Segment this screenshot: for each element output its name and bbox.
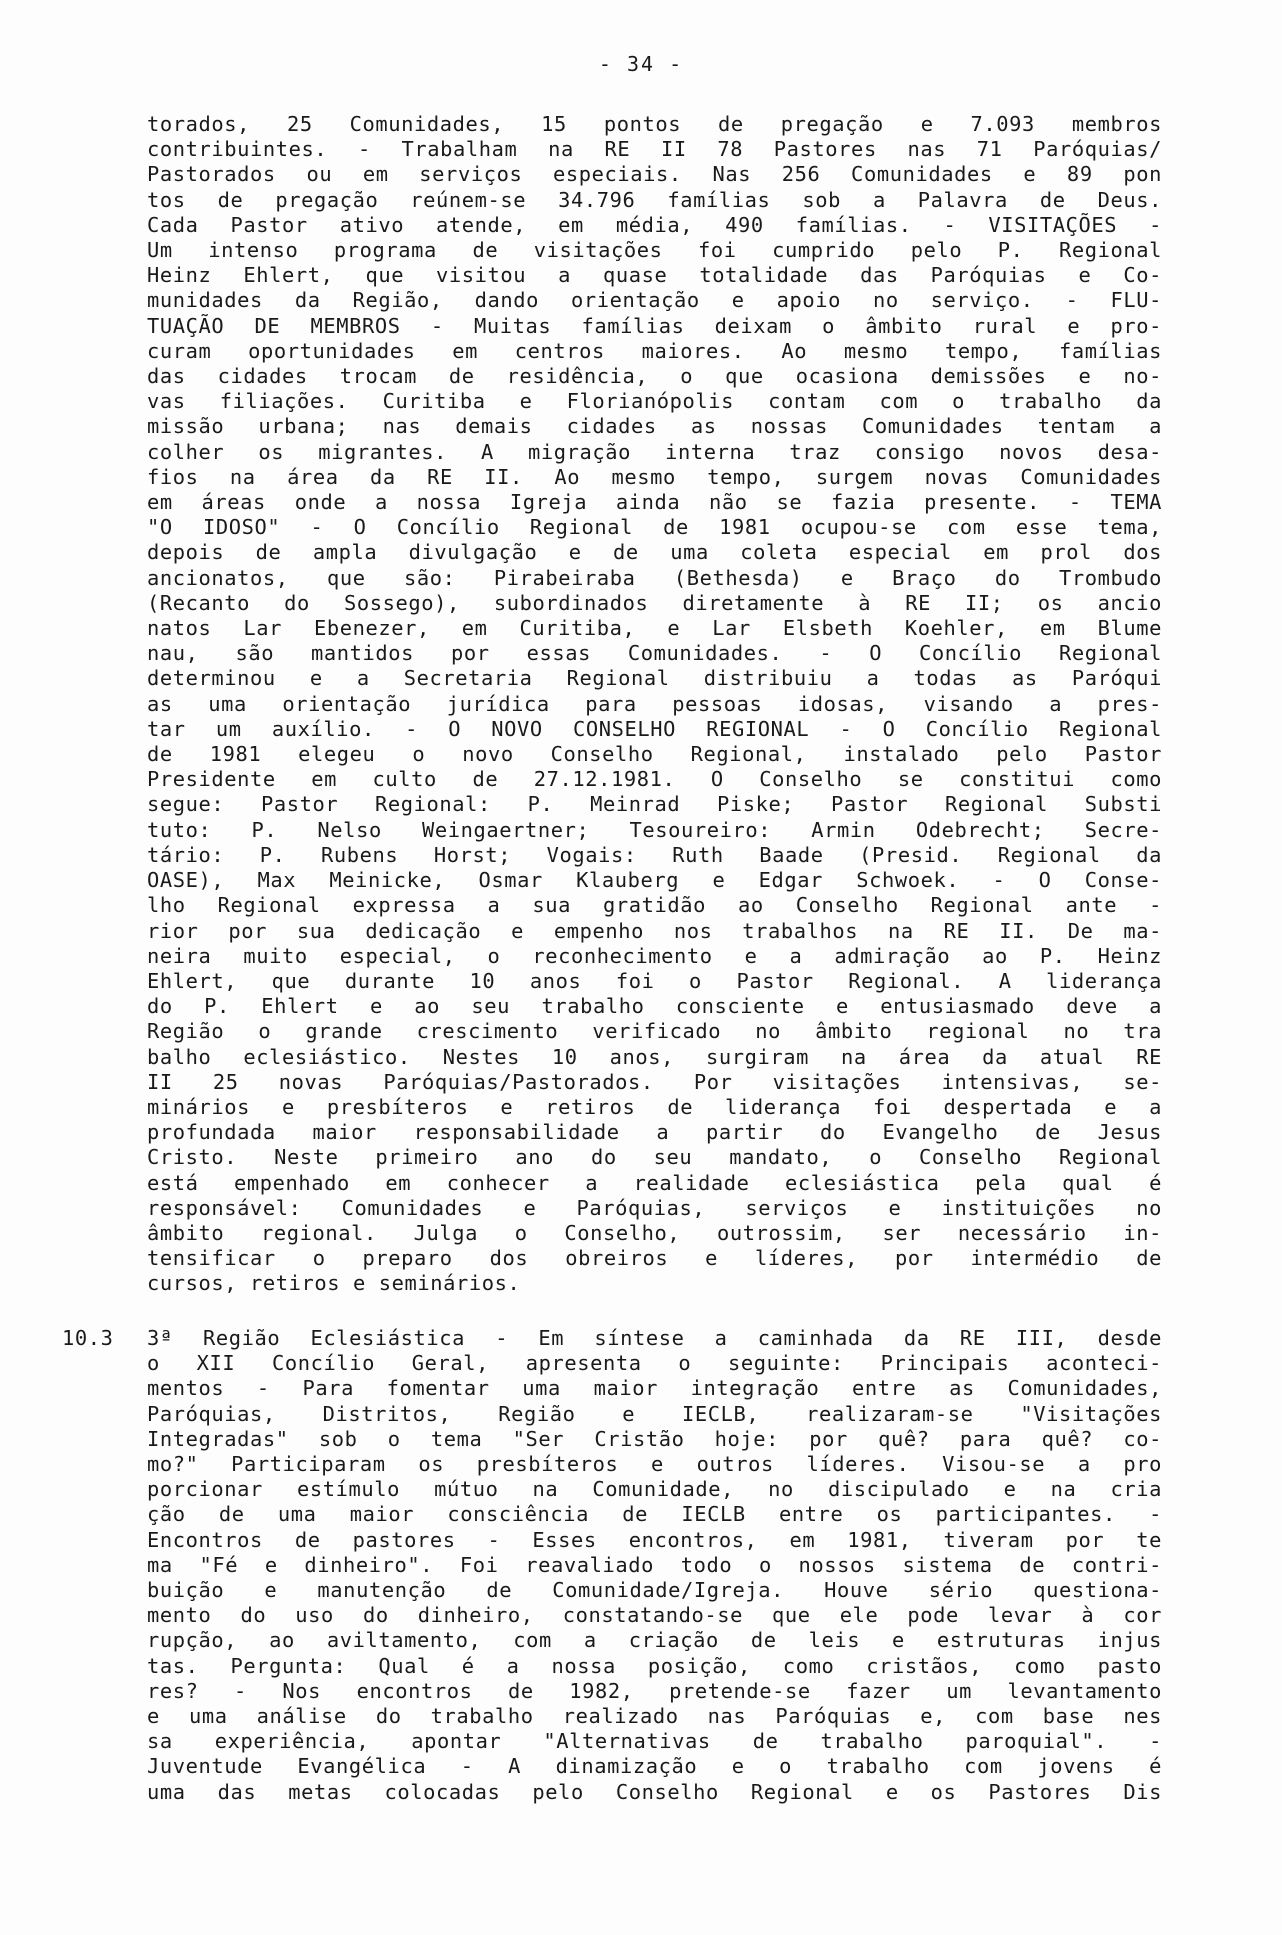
text-line: OASE), Max Meinicke, Osmar Klauberg e Edgar Schwoek. - O Conse- bbox=[147, 868, 1162, 893]
text-line: Ehlert, que durante 10 anos foi o Pastor Regional. A liderança bbox=[147, 968, 1162, 993]
text-line: II 25 novas Paróquias/Pastorados. Por visitações intensivas, se- bbox=[147, 1069, 1162, 1094]
text-line: Paróquias, Distritos, Região e IECLB, realizaram-se "Visitações bbox=[147, 1401, 1162, 1426]
text-line: determinou e a Secretaria Regional distribuiu a todas as Paróqui bbox=[147, 666, 1162, 691]
text-line: TUAÇÃO DE MEMBROS - Muitas famílias deixam o âmbito rural e pro- bbox=[147, 313, 1162, 338]
text-line: de 1981 elegeu o novo Conselho Regional, instalado pelo Pastor bbox=[147, 742, 1162, 767]
text-line: Cristo. Neste primeiro ano do seu mandato, o Conselho Regional bbox=[147, 1145, 1162, 1170]
text-line: segue: Pastor Regional: P. Meinrad Piske; Pastor Regional Substi bbox=[147, 792, 1162, 817]
text-line: tensificar o preparo dos obreiros e líderes, por intermédio de bbox=[147, 1246, 1162, 1271]
section-number: 10.3 bbox=[62, 1326, 114, 1350]
text-line: tar um auxílio. - O NOVO CONSELHO REGIONAL - O Concílio Regional bbox=[147, 716, 1162, 741]
text-line: Juventude Evangélica - A dinamização e o trabalho com jovens é bbox=[147, 1754, 1162, 1779]
text-line: porcionar estímulo mútuo na Comunidade, no discipulado e na cria bbox=[147, 1477, 1162, 1502]
text-line: contribuintes. - Trabalham na RE II 78 Pastores nas 71 Paróquias/ bbox=[147, 137, 1162, 162]
text-line: mento do uso do dinheiro, constatando-se que ele pode levar à cor bbox=[147, 1603, 1162, 1628]
text-line: sa experiência, apontar "Alternativas de trabalho paroquial". - bbox=[147, 1729, 1162, 1754]
text-line: uma das metas colocadas pelo Conselho Regional e os Pastores Dis bbox=[147, 1779, 1162, 1804]
text-line: vas filiações. Curitiba e Florianópolis contam com o trabalho da bbox=[147, 389, 1162, 414]
text-line: fios na área da RE II. Ao mesmo tempo, surgem novas Comunidades bbox=[147, 464, 1162, 489]
text-line: lho Regional expressa a sua gratidão ao Conselho Regional ante - bbox=[147, 893, 1162, 918]
text-line: tas. Pergunta: Qual é a nossa posição, como cristãos, como pasto bbox=[147, 1653, 1162, 1678]
text-line: depois de ampla divulgação e de uma coleta especial em prol dos bbox=[147, 540, 1162, 565]
page-number: - 34 - bbox=[598, 52, 684, 76]
text-line: profundada maior responsabilidade a partir do Evangelho de Jesus bbox=[147, 1120, 1162, 1145]
text-line: em áreas onde a nossa Igreja ainda não se fazia presente. - TEMA bbox=[147, 490, 1162, 515]
text-line: e uma análise do trabalho realizado nas Paróquias e, com base nes bbox=[147, 1704, 1162, 1729]
text-line: tário: P. Rubens Horst; Vogais: Ruth Baade (Presid. Regional da bbox=[147, 842, 1162, 867]
text-line: torados, 25 Comunidades, 15 pontos de pregação e 7.093 membros bbox=[147, 112, 1162, 136]
text-line: minários e presbíteros e retiros de liderança foi despertada e a bbox=[147, 1094, 1162, 1119]
text-line: responsável: Comunidades e Paróquias, serviços e instituições no bbox=[147, 1195, 1162, 1220]
text-line: Um intenso programa de visitações foi cumprido pelo P. Regional bbox=[147, 238, 1162, 263]
text-line: ma "Fé e dinheiro". Foi reavaliado todo o nossos sistema de contri- bbox=[147, 1552, 1162, 1577]
text-line: (Recanto do Sossego), subordinados diretamente à RE II; os ancio bbox=[147, 590, 1162, 615]
text-line: do P. Ehlert e ao seu trabalho consciente e entusiasmado deve a bbox=[147, 994, 1162, 1019]
text-line: buição e manutenção de Comunidade/Igreja. Houve sério questiona- bbox=[147, 1578, 1162, 1603]
text-line: curam oportunidades em centros maiores. Ao mesmo tempo, famílias bbox=[147, 338, 1162, 363]
text-line: tos de pregação reúnem-se 34.796 famílias sob a Palavra de Deus. bbox=[147, 187, 1162, 212]
text-line: 3ª Região Eclesiástica - Em síntese a caminhada da RE III, desde bbox=[147, 1326, 1162, 1350]
text-line: res? - Nos encontros de 1982, pretende-se fazer um levantamento bbox=[147, 1678, 1162, 1703]
text-line: Encontros de pastores - Esses encontros, em 1981, tiveram por te bbox=[147, 1527, 1162, 1552]
text-line: balho eclesiástico. Nestes 10 anos, surgiram na área da atual RE bbox=[147, 1044, 1162, 1069]
text-line: rior por sua dedicação e empenho nos trabalhos na RE II. De ma- bbox=[147, 918, 1162, 943]
text-line: natos Lar Ebenezer, em Curitiba, e Lar Elsbeth Koehler, em Blume bbox=[147, 616, 1162, 641]
text-line: as uma orientação jurídica para pessoas idosas, visando a pres- bbox=[147, 691, 1162, 716]
text-line: ancionatos, que são: Pirabeiraba (Bethesda) e Braço do Trombudo bbox=[147, 565, 1162, 590]
text-line: nau, são mantidos por essas Comunidades. - O Concílio Regional bbox=[147, 641, 1162, 666]
text-line: Região o grande crescimento verificado no âmbito regional no tra bbox=[147, 1019, 1162, 1044]
text-line: Cada Pastor ativo atende, em média, 490 famílias. - VISITAÇÕES - bbox=[147, 212, 1162, 237]
text-block-re-iii bbox=[147, 1326, 1162, 1805]
text-line: Presidente em culto de 27.12.1981. O Conselho se constitui como bbox=[147, 767, 1162, 792]
text-line: mentos - Para fomentar uma maior integração entre as Comunidades, bbox=[147, 1376, 1162, 1401]
text-line: tuto: P. Nelso Weingaertner; Tesoureiro: Armin Odebrecht; Secre- bbox=[147, 817, 1162, 842]
text-line: neira muito especial, o reconhecimento e a admiração ao P. Heinz bbox=[147, 943, 1162, 968]
text-line: das cidades trocam de residência, o que ocasiona demissões e no- bbox=[147, 364, 1162, 389]
text-block-re-ii bbox=[147, 112, 1162, 1297]
text-line: mo?" Participaram os presbíteros e outros líderes. Visou-se a pro bbox=[147, 1452, 1162, 1477]
text-line: está empenhado em conhecer a realidade eclesiástica pela qual é bbox=[147, 1170, 1162, 1195]
text-line: Integradas" sob o tema "Ser Cristão hoje: por quê? para quê? co- bbox=[147, 1426, 1162, 1451]
text-line: missão urbana; nas demais cidades as nossas Comunidades tentam a bbox=[147, 414, 1162, 439]
text-line: "O IDOSO" - O Concílio Regional de 1981 ocupou-se com esse tema, bbox=[147, 515, 1162, 540]
text-line: o XII Concílio Geral, apresenta o seguinte: Principais aconteci- bbox=[147, 1351, 1162, 1376]
text-line: Heinz Ehlert, que visitou a quase totalidade das Paróquias e Co- bbox=[147, 263, 1162, 288]
text-line: rupção, ao aviltamento, com a criação de leis e estruturas injus bbox=[147, 1628, 1162, 1653]
text-line: cursos, retiros e seminários. bbox=[147, 1271, 521, 1296]
text-line: munidades da Região, dando orientação e apoio no serviço. - FLU- bbox=[147, 288, 1162, 313]
text-line: âmbito regional. Julga o Conselho, outrossim, ser necessário in- bbox=[147, 1220, 1162, 1245]
text-line: Pastorados ou em serviços especiais. Nas 256 Comunidades e 89 pon bbox=[147, 162, 1162, 187]
text-line: colher os migrantes. A migração interna traz consigo novos desa- bbox=[147, 439, 1162, 464]
text-line: ção de uma maior consciência de IECLB entre os participantes. - bbox=[147, 1502, 1162, 1527]
